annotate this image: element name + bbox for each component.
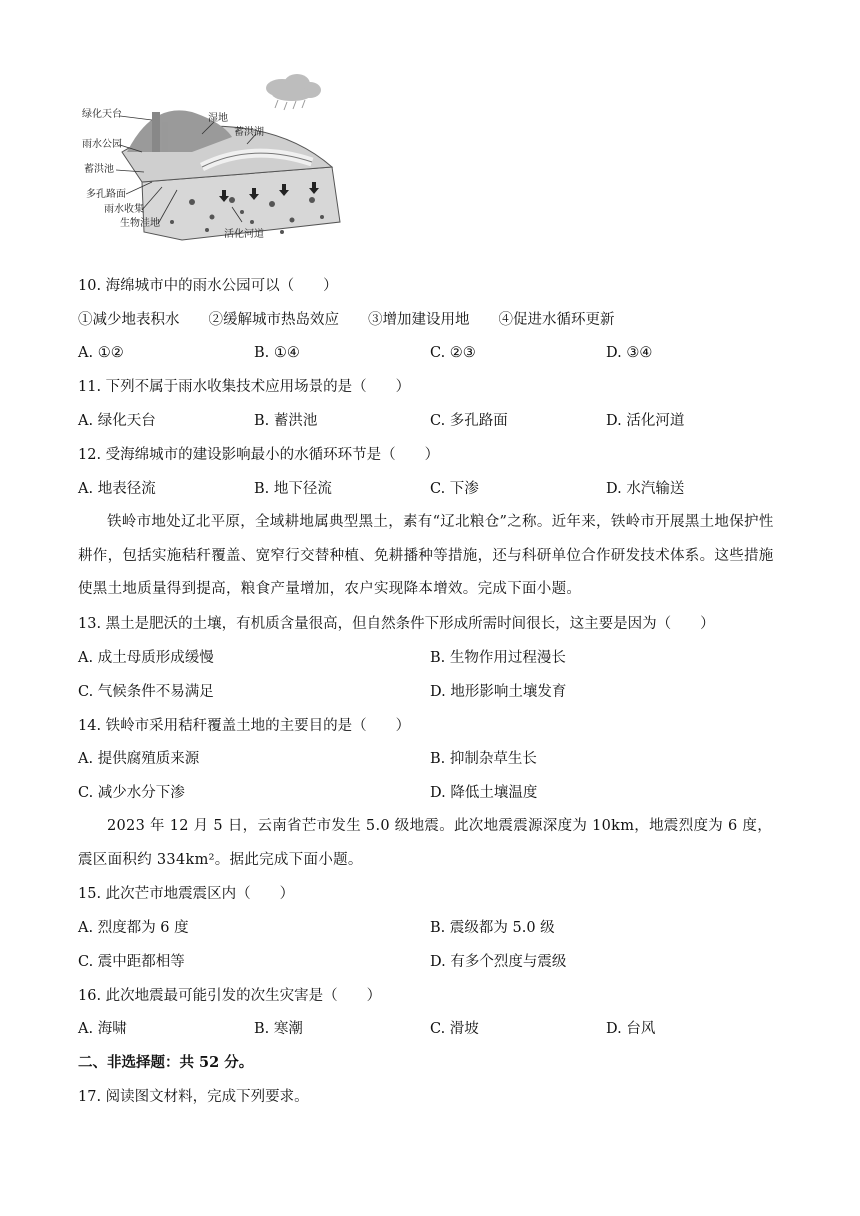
sponge-city-figure bbox=[82, 72, 344, 248]
question-10-option-b[interactable]: B. ①④ bbox=[254, 345, 300, 361]
reading-passage-earthquake: 2023 年 12 月 5 日，云南省芒市发生 5.0 级地震。此次地震震源深度为 10km，地震烈度为 6 度，震区面积约 334km²。据此完成下面小题。 bbox=[78, 818, 773, 868]
figure-label-detention-lake: 蓄洪湖 bbox=[234, 127, 264, 138]
question-11-option-b[interactable]: B. 蓄洪池 bbox=[254, 413, 318, 429]
figure-label-wetland: 湿地 bbox=[208, 113, 228, 124]
cloud-icon bbox=[266, 74, 321, 101]
question-13-option-a[interactable]: A. 成土母质形成缓慢 bbox=[78, 650, 214, 666]
question-16-option-c[interactable]: C. 滑坡 bbox=[430, 1021, 479, 1037]
question-14-option-c[interactable]: C. 减少水分下渗 bbox=[78, 785, 185, 801]
figure-label-rain-park: 雨水公园 bbox=[82, 139, 122, 150]
question-13-option-b[interactable]: B. 生物作用过程漫长 bbox=[430, 650, 566, 666]
figure-label-detention-pond: 蓄洪池 bbox=[84, 164, 114, 175]
question-14-option-a[interactable]: A. 提供腐殖质来源 bbox=[78, 751, 200, 767]
question-13-option-d[interactable]: D. 地形影响土壤发育 bbox=[430, 684, 567, 700]
question-17-stem: 17. 阅读图文材料，完成下列要求。 bbox=[78, 1089, 309, 1105]
question-12-option-c[interactable]: C. 下渗 bbox=[430, 481, 479, 497]
question-16-option-a[interactable]: A. 海啸 bbox=[78, 1021, 127, 1037]
question-10-option-c[interactable]: C. ②③ bbox=[430, 345, 476, 361]
question-14-stem: 14. 铁岭市采用秸秆覆盖土地的主要目的是（ ） bbox=[78, 718, 411, 734]
question-15-stem: 15. 此次芒市地震震区内（ ） bbox=[78, 886, 295, 902]
figure-label-revitalized-river: 活化河道 bbox=[224, 229, 264, 240]
question-14-option-b[interactable]: B. 抑制杂草生长 bbox=[430, 751, 537, 767]
figure-label-green-roof: 绿化天台 bbox=[82, 109, 122, 120]
question-12-option-a[interactable]: A. 地表径流 bbox=[78, 481, 156, 497]
question-11-stem: 11. 下列不属于雨水收集技术应用场景的是（ ） bbox=[78, 379, 411, 395]
question-10-option-a[interactable]: A. ①② bbox=[78, 345, 124, 361]
question-11-option-a[interactable]: A. 绿化天台 bbox=[78, 413, 156, 429]
section-heading-non-choice: 二、非选择题：共 52 分。 bbox=[78, 1054, 254, 1071]
question-11-option-d[interactable]: D. 活化河道 bbox=[606, 413, 685, 429]
question-15-option-b[interactable]: B. 震级都为 5.0 级 bbox=[430, 920, 555, 936]
question-15-option-d[interactable]: D. 有多个烈度与震级 bbox=[430, 954, 567, 970]
question-15-option-a[interactable]: A. 烈度都为 6 度 bbox=[78, 920, 189, 936]
question-12-stem: 12. 受海绵城市的建设影响最小的水循环环节是（ ） bbox=[78, 447, 440, 463]
figure-label-porous-road: 多孔路面 bbox=[86, 189, 126, 200]
question-12-option-b[interactable]: B. 地下径流 bbox=[254, 481, 332, 497]
question-16-stem: 16. 此次地震最可能引发的次生灾害是（ ） bbox=[78, 988, 382, 1004]
question-10-stem: 10. 海绵城市中的雨水公园可以（ ） bbox=[78, 278, 338, 294]
figure-label-bio-retention: 生物洼地 bbox=[120, 218, 160, 229]
question-11-option-c[interactable]: C. 多孔路面 bbox=[430, 413, 508, 429]
question-10-statements: ①减少地表积水 ②缓解城市热岛效应 ③增加建设用地 ④促进水循环更新 bbox=[78, 312, 615, 328]
figure-label-rain-collection: 雨水收集 bbox=[104, 204, 144, 215]
question-14-option-d[interactable]: D. 降低土壤温度 bbox=[430, 785, 538, 801]
question-10-option-d[interactable]: D. ③④ bbox=[606, 345, 653, 361]
question-16-option-b[interactable]: B. 寒潮 bbox=[254, 1021, 303, 1037]
question-15-option-c[interactable]: C. 震中距都相等 bbox=[78, 954, 185, 970]
question-16-option-d[interactable]: D. 台风 bbox=[606, 1021, 656, 1037]
question-13-stem: 13. 黑土是肥沃的土壤，有机质含量很高，但自然条件下形成所需时间很长，这主要是因为（ ） bbox=[78, 616, 715, 632]
question-12-option-d[interactable]: D. 水汽输送 bbox=[606, 481, 685, 497]
reading-passage-tieling: 铁岭市地处辽北平原，全域耕地属典型黑土，素有“辽北粮仓”之称。近年来，铁岭市开展黑土地保护性耕作，包括实施秸秆覆盖、宽窄行交替种植、免耕播种等措施，还与科研单位合作研发技术体系。这些措施使黑土地质量得到提高，粮食产量增加，农户实现降本增效。完成下面小题。 bbox=[78, 514, 774, 598]
question-13-option-c[interactable]: C. 气候条件不易满足 bbox=[78, 684, 214, 700]
